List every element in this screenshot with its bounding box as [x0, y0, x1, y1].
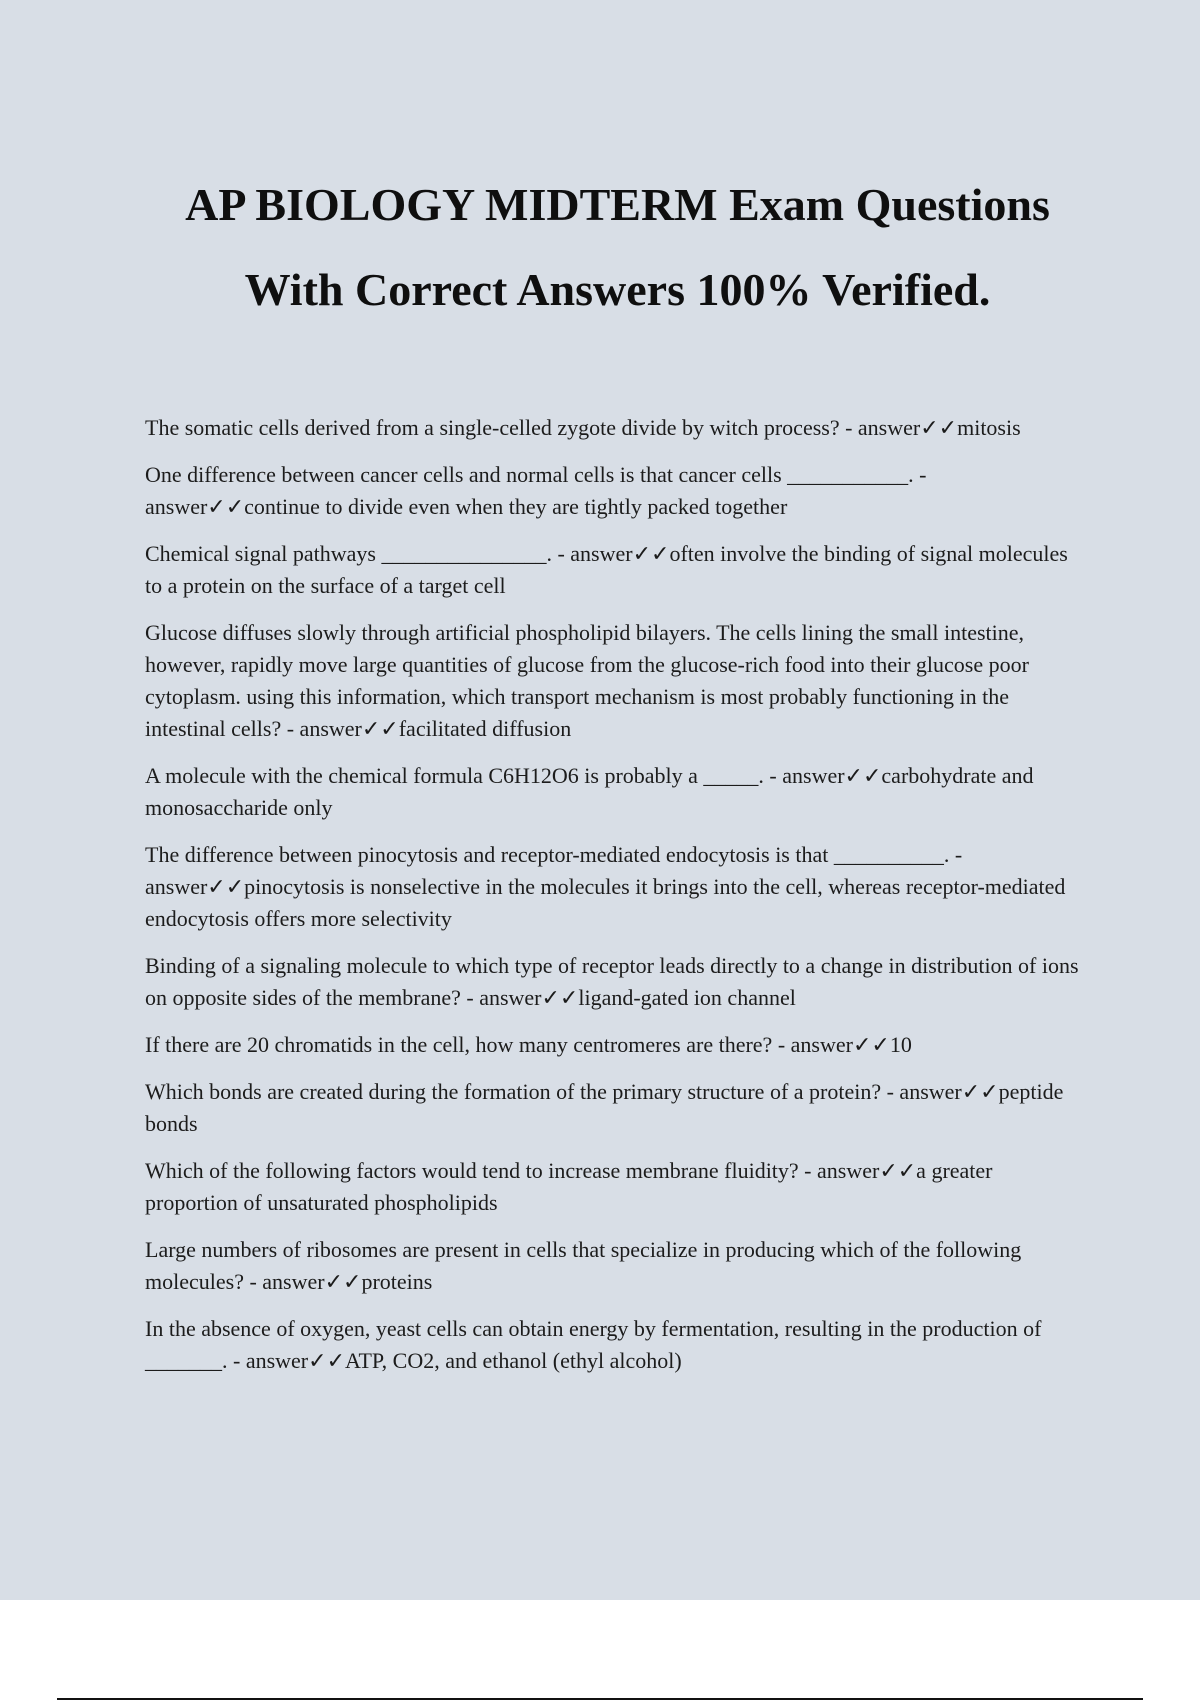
qa-item: A molecule with the chemical formula C6H12O6 is probably a _____. - answer✓✓carbohydrate and monosaccharide only	[145, 763, 1034, 820]
qa-item: Which of the following factors would tend to increase membrane fluidity? - answer✓✓a greater proportion of unsaturated phospholipids	[145, 1158, 993, 1215]
qa-item: One difference between cancer cells and normal cells is that cancer cells ___________. - answer✓✓continue to divide even when they are tightly packed together	[145, 462, 927, 519]
qa-item: Which bonds are created during the formation of the primary structure of a protein? - answer✓✓peptide bonds	[145, 1079, 1064, 1136]
qa-item: Glucose diffuses slowly through artificial phospholipid bilayers. The cells lining the small intestine, however, rapidly move large quantities of glucose from the glucose-rich food into their glucose poor cytoplasm. using this information, which transport mechanism is most probably functioning in the intestinal cells? - answer✓✓facilitated diffusion	[145, 620, 1029, 741]
qa-item: Binding of a signaling molecule to which type of receptor leads directly to a change in distribution of ions on opposite sides of the membrane? - answer✓✓ligand-gated ion channel	[145, 953, 1079, 1010]
title-line-2: With Correct Answers 100% Verified.	[244, 264, 991, 315]
qa-item: The difference between pinocytosis and receptor-mediated endocytosis is that __________. - answer✓✓pinocytosis is nonselective in the molecules it brings into the cell, whereas receptor-mediated endocytosis offers more selectivity	[145, 842, 1066, 931]
qa-item: Chemical signal pathways _______________. - answer✓✓often involve the binding of signal molecules to a protein on the surface of a target cell	[145, 541, 1068, 598]
document-title	[0, 162, 1200, 332]
title-line-1: AP BIOLOGY MIDTERM Exam Questions	[185, 179, 1050, 230]
qa-item: The somatic cells derived from a single-celled zygote divide by witch process? - answer✓✓mitosis	[145, 415, 1021, 440]
question-answer-list	[145, 412, 1090, 1392]
qa-item: In the absence of oxygen, yeast cells can obtain energy by fermentation, resulting in the production of _______. - answer✓✓ATP, CO2, and ethanol (ethyl alcohol)	[145, 1316, 1042, 1373]
qa-item: Large numbers of ribosomes are present in cells that specialize in producing which of the following molecules? - answer✓✓proteins	[145, 1237, 1022, 1294]
qa-item: If there are 20 chromatids in the cell, how many centromeres are there? - answer✓✓10	[145, 1032, 912, 1057]
